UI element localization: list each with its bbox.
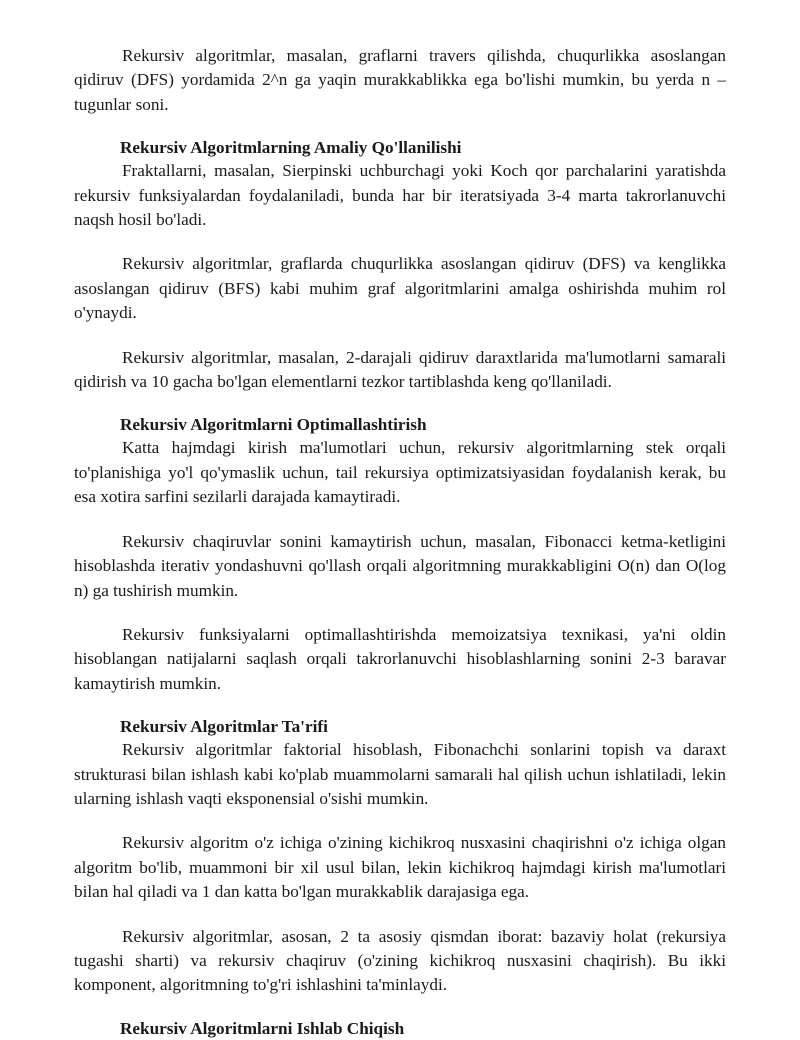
heading-optimization: Rekursiv Algoritmlarni Optimallashtirish	[120, 415, 427, 435]
paragraph-uses: Rekursiv algoritmlar faktorial hisoblash, Fibonachchi sonlarini topish va daraxt strukturasi bilan ishlash kabi ko'plab muammolarni samarali hal qilish uchun ishlatiladi, lekin ularning ishlash vaqti eksponensial o'sishi mumkin.	[74, 740, 726, 808]
paragraph-components: Rekursiv algoritmlar, asosan, 2 ta asosiy qismdan iborat: bazaviy holat (rekursiya tugashi sharti) va rekursiv chaqiruv (o'zining kichikroq nusxasini chaqirish). Bu ikki komponent, algoritmning to'g'ri ishlashini ta'minlaydi.	[74, 926, 726, 995]
paragraph-tail-recursion: Katta hajmdagi kirish ma'lumotlari uchun, rekursiv algoritmlarning stek orqali to'planishiga yo'l qo'ymaslik uchun, tail rekursiya optimizatsiyasidan foydalanish kerak, bu esa xotira sarfini sezilarli darajada kamaytiradi.	[74, 438, 726, 507]
heading-development: Rekursiv Algoritmlarni Ishlab Chiqish	[120, 1018, 405, 1038]
paragraph-fractals: Fraktallarni, masalan, Sierpinski uchburchagi yoki Koch qor parchalarini yaratishda rekursiv funksiyalardan foydalaniladi, bunda har bir iteratsiyada 3-4 marta takrorlanuvchi naqsh hosil bo'ladi.	[74, 161, 726, 230]
paragraph-graph-algorithms: Rekursiv algoritmlar, graflarda chuqurlikka asoslangan qidiruv (DFS) va kenglikka asoslangan qidiruv (BFS) kabi muhim graf algoritmlarini amalga oshirishda muhim rol o'ynaydi.	[74, 254, 726, 323]
paragraph-search-trees: Rekursiv algoritmlar, masalan, 2-darajali qidiruv daraxtlarida ma'lumotlarni samarali qidirish va 10 gacha bo'lgan elementlarni tezkor tartiblashda keng qo'llaniladi.	[74, 347, 726, 392]
paragraph-memoization: Rekursiv funksiyalarni optimallashtirishda memoizatsiya texnikasi, ya'ni oldin hisoblangan natijalarni saqlash orqali takrorlanuvchi hisoblashlarning sonini 2-3 baravar kamaytirish mumkin.	[74, 624, 726, 693]
heading-practical-applications: Rekursiv Algoritmlarning Amaliy Qo'llanilishi	[120, 138, 462, 158]
paragraph-definition: Rekursiv algoritm o'z ichiga o'zining kichikroq nusxasini chaqirishni o'z ichiga olgan algoritm bo'lib, muammoni bir xil usul bilan, lekin kichikroq hajmdagi kirish ma'lumotlari bilan hal qiladi va 1 dan katta bo'lgan murakkablik darajasiga ega.	[74, 833, 726, 902]
paragraph-dfs-complexity: Rekursiv algoritmlar, masalan, graflarni travers qilishda, chuqurlikka asoslangan qidiruv (DFS) yordamida 2^n ga yaqin murakkablikka ega bo'lishi mumkin, bu yerda n – tugunlar soni.	[74, 46, 726, 114]
heading-definition: Rekursiv Algoritmlar Ta'rifi	[120, 717, 328, 737]
paragraph-fibonacci-iterative: Rekursiv chaqiruvlar sonini kamaytirish uchun, masalan, Fibonacci ketma-ketligini hisoblashda iterativ yondashuvni qo'llash orqali algoritmning murakkabligini O(n) dan O(log n) ga tushirish mumkin.	[74, 531, 726, 600]
